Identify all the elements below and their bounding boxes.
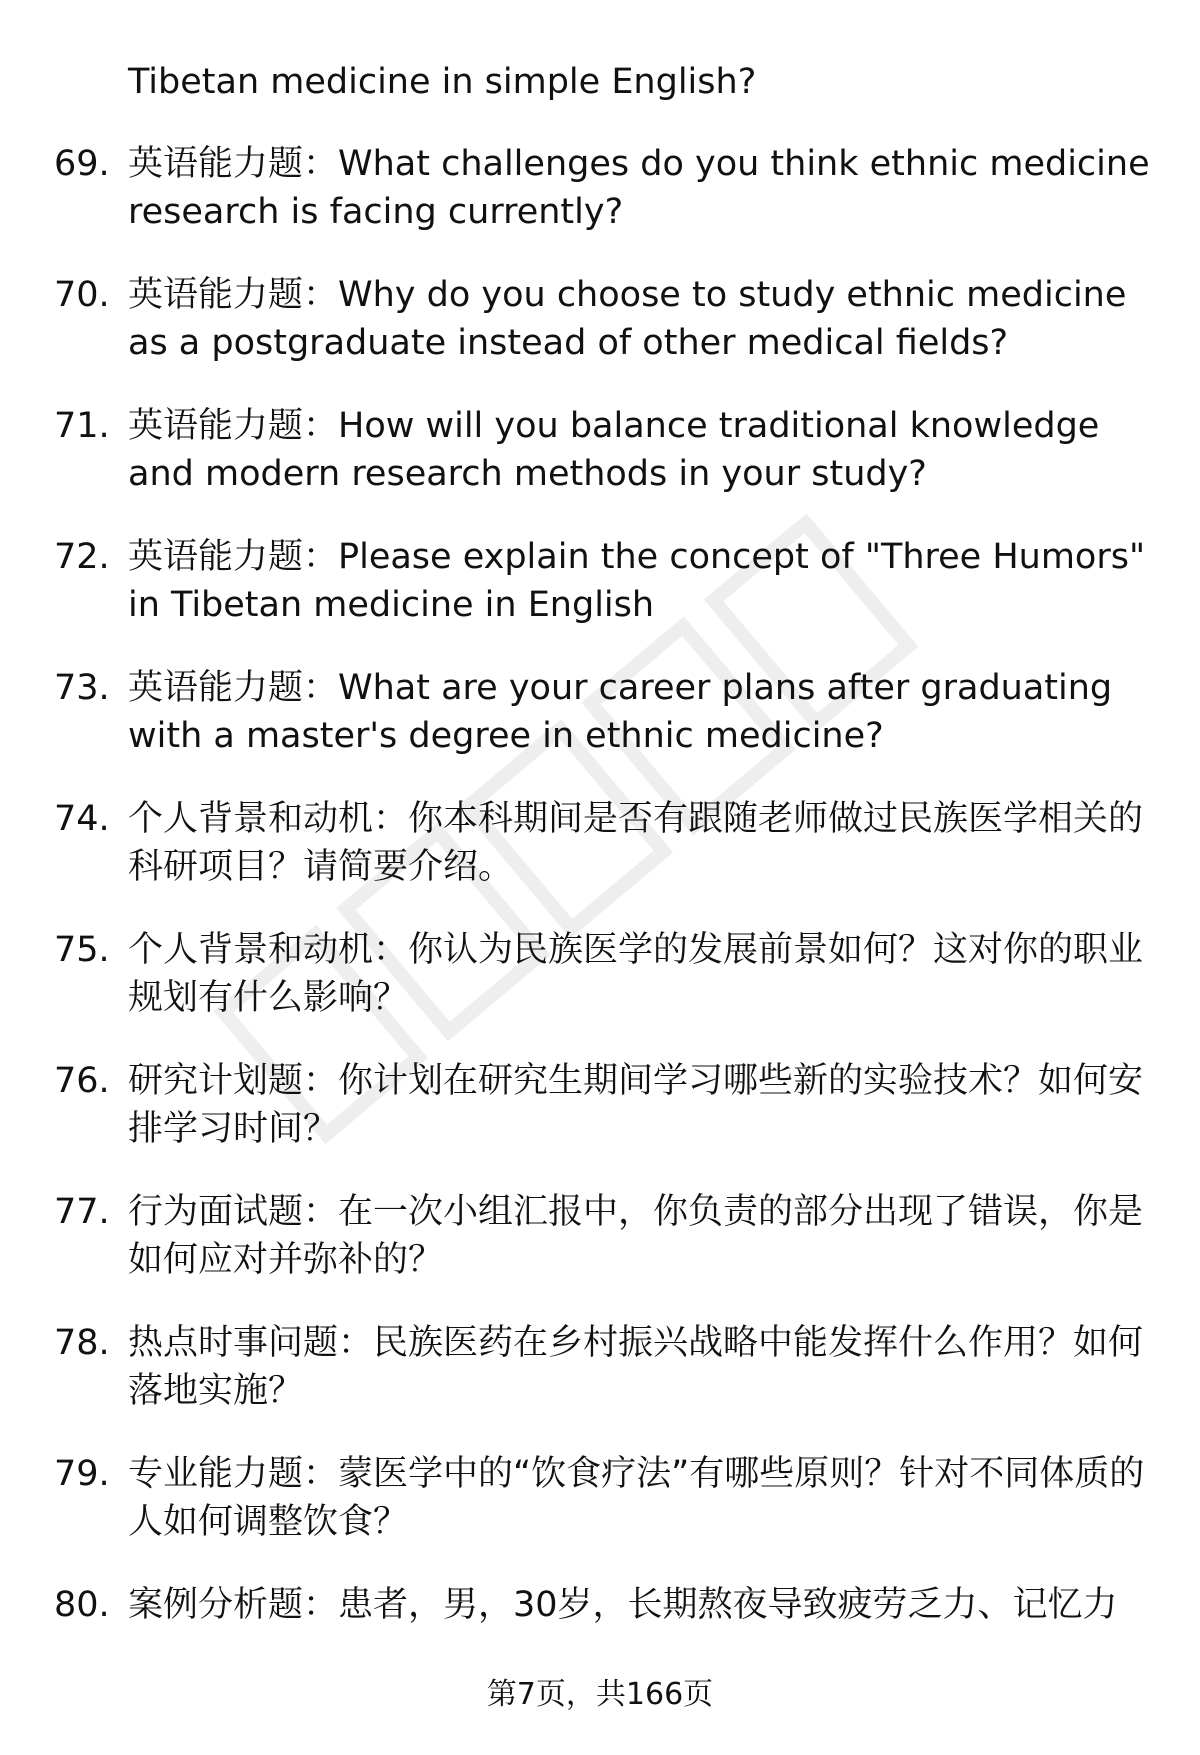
page-footer: 第7页，共166页 <box>486 1677 714 1712</box>
question-item <box>0 664 1200 795</box>
question-number: 73. <box>54 668 110 708</box>
question-number: 69. <box>54 144 110 184</box>
question-number: 71. <box>54 406 110 446</box>
question-text: 专业能力题：蒙医学中的“饮食疗法”有哪些原则？针对不同体质的人如何调整饮食？ <box>128 1454 1145 1542</box>
question-number: 75. <box>54 930 110 970</box>
question-text: 个人背景和动机：你认为民族医学的发展前景如何？这对你的职业规划有什么影响？ <box>128 930 1144 1018</box>
question-number: 80. <box>54 1585 110 1625</box>
question-text: 英语能力题：What are your career plans after graduating with a master's degree in ethnic medicine? <box>128 668 1113 756</box>
question-item <box>0 402 1200 533</box>
question-text: 个人背景和动机：你本科期间是否有跟随老师做过民族医学相关的科研项目？请简要介绍。 <box>128 799 1144 887</box>
question-text: 案例分析题：患者，男，30岁，长期熬夜导致疲劳乏力、记忆力 <box>128 1585 1118 1625</box>
question-number: 77. <box>54 1192 110 1232</box>
question-item <box>0 1188 1200 1319</box>
question-item <box>0 1057 1200 1188</box>
question-number: 72. <box>54 537 110 577</box>
question-text: 英语能力题：Why do you choose to study ethnic medicine as a postgraduate instead of other medical fields? <box>128 275 1127 363</box>
question-item <box>0 1319 1200 1450</box>
question-text: 英语能力题：What challenges do you think ethnic medicine research is facing currently? <box>128 144 1150 232</box>
question-number: 74. <box>54 799 110 839</box>
question-text: 研究计划题：你计划在研究生期间学习哪些新的实验技术？如何安排学习时间？ <box>128 1061 1144 1149</box>
question-item <box>0 795 1200 926</box>
question-number: 79. <box>54 1454 110 1494</box>
question-item <box>0 140 1200 271</box>
question-number: 70. <box>54 275 110 315</box>
question-item <box>0 533 1200 664</box>
question-item <box>0 926 1200 1057</box>
question-text: 英语能力题：Please explain the concept of "Three Humors" in Tibetan medicine in English <box>128 537 1146 625</box>
question-number: 76. <box>54 1061 110 1101</box>
question-text: 行为面试题：在一次小组汇报中，你负责的部分出现了错误，你是如何应对并弥补的？ <box>128 1192 1144 1280</box>
question-number: 78. <box>54 1323 110 1363</box>
question-list <box>0 140 1200 1712</box>
question-text: 热点时事问题：民族医药在乡村振兴战略中能发挥什么作用？如何落地实施？ <box>128 1323 1144 1411</box>
question-text: 英语能力题：How will you balance traditional knowledge and modern research methods in your study? <box>128 406 1100 494</box>
continued-question-text: Tibetan medicine in simple English? <box>128 62 757 102</box>
question-item <box>0 1450 1200 1581</box>
question-item <box>0 271 1200 402</box>
